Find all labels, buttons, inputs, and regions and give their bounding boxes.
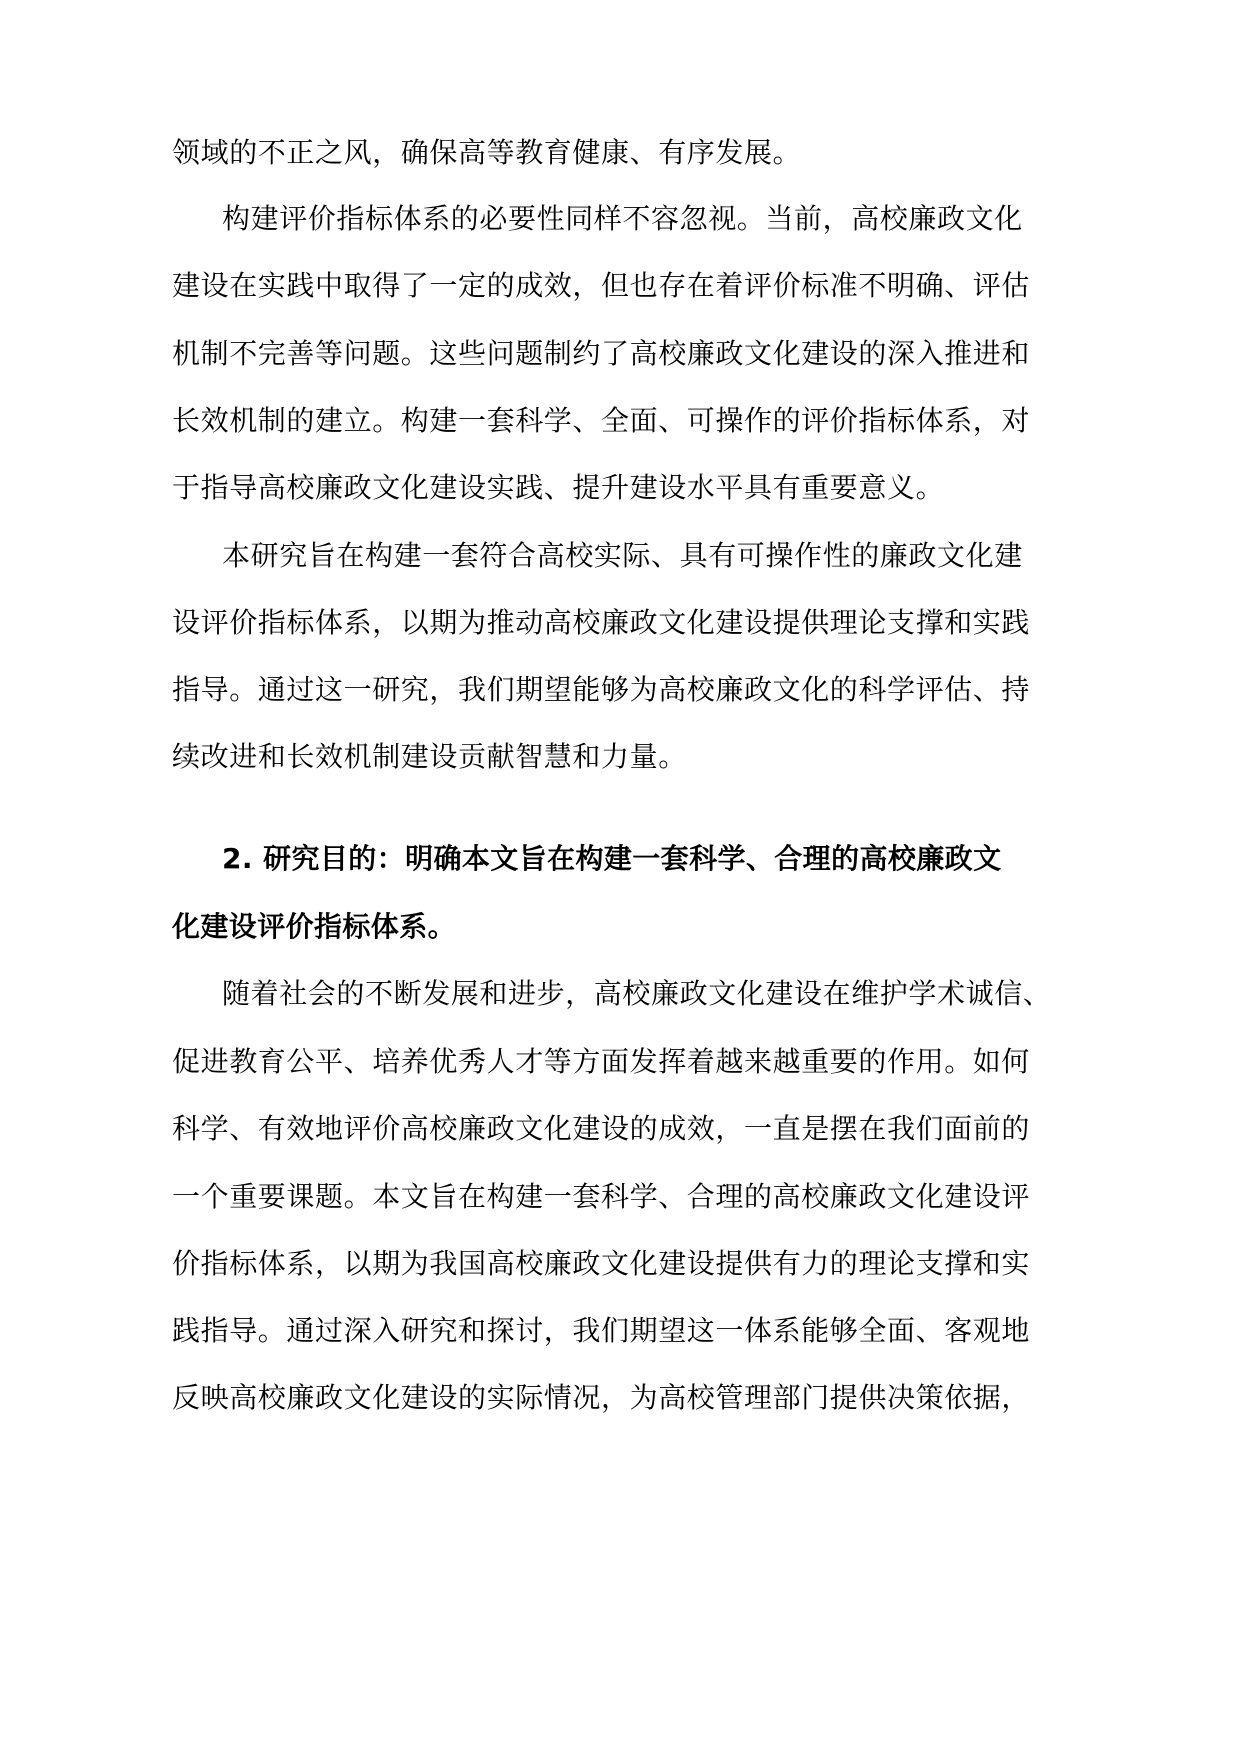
paragraph-line: 价指标体系，以期为我国高校廉政文化建设提供有力的理论支撑和实 [172, 1247, 1031, 1280]
section-heading: 化建设评价指标体系。 [172, 910, 457, 943]
paragraph-line: 随着社会的不断发展和进步，高校廉政文化建设在维护学术诚信、 [222, 977, 1052, 1010]
paragraph-line: 设评价指标体系，以期为推动高校廉政文化建设提供理论支撑和实践 [172, 606, 1031, 639]
paragraph-line: 反映高校廉政文化建设的实际情况，为高校管理部门提供决策依据， [172, 1381, 1031, 1414]
paragraph-line: 一个重要课题。本文旨在构建一套科学、合理的高校廉政文化建设评 [172, 1180, 1031, 1213]
paragraph-line: 科学、有效地评价高校廉政文化建设的成效，一直是摆在我们面前的 [172, 1112, 1031, 1145]
paragraph-line: 构建评价指标体系的必要性同样不容忽视。当前，高校廉政文化 [222, 202, 1023, 235]
paragraph-line: 于指导高校廉政文化建设实践、提升建设水平具有重要意义。 [172, 471, 945, 504]
section-heading: 2. 研究目的：明确本文旨在构建一套科学、合理的高校廉政文 [222, 842, 1002, 875]
paragraph-line: 本研究旨在构建一套符合高校实际、具有可操作性的廉政文化建 [222, 539, 1023, 572]
paragraph-line: 践指导。通过深入研究和探讨，我们期望这一体系能够全面、客观地 [172, 1314, 1031, 1347]
paragraph-line: 长效机制的建立。构建一套科学、全面、可操作的评价指标体系，对 [172, 404, 1031, 437]
paragraph-line: 促进教育公平、培养优秀人才等方面发挥着越来越重要的作用。如何 [172, 1045, 1031, 1078]
paragraph-line: 机制不完善等问题。这些问题制约了高校廉政文化建设的深入推进和 [172, 337, 1031, 370]
paragraph-line: 续改进和长效机制建设贡献智慧和力量。 [172, 740, 687, 773]
paragraph-line: 领域的不正之风，确保高等教育健康、有序发展。 [172, 136, 802, 169]
paragraph-line: 指导。通过这一研究，我们期望能够为高校廉政文化的科学评估、持 [172, 673, 1031, 706]
paragraph-line: 建设在实践中取得了一定的成效，但也存在着评价标准不明确、评估 [172, 269, 1031, 302]
